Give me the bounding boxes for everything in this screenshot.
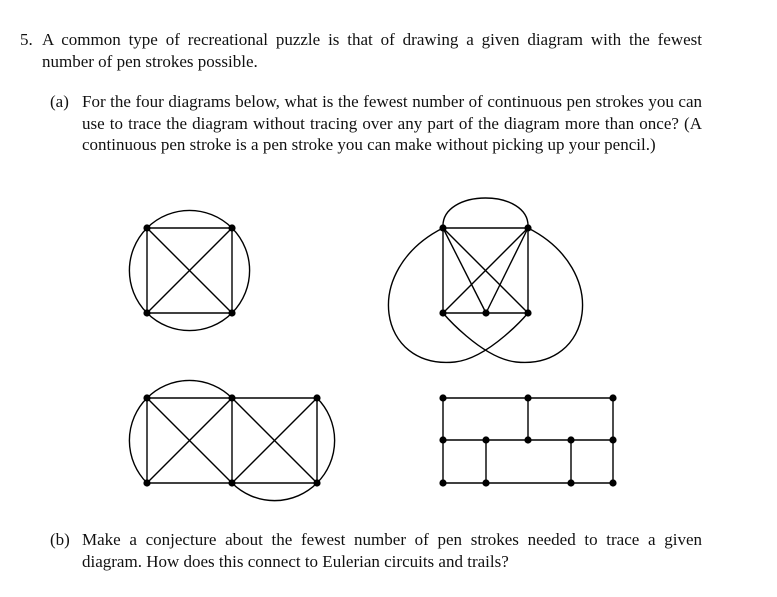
diagram-4-vertex bbox=[609, 479, 616, 486]
diagram-4-vertex bbox=[567, 436, 574, 443]
diagram-4-vertex bbox=[439, 436, 446, 443]
diagram-2-vertex bbox=[439, 309, 446, 316]
diagram-1-vertex bbox=[228, 309, 235, 316]
diagram-3-vertex bbox=[228, 394, 235, 401]
diagram-2-square-with-arcs bbox=[388, 198, 582, 362]
diagram-4-vertex bbox=[567, 479, 574, 486]
diagram-2-edge bbox=[486, 228, 528, 313]
part-a-label: (a) bbox=[50, 92, 69, 111]
diagram-4-vertex bbox=[609, 394, 616, 401]
diagram-4-vertex bbox=[609, 436, 616, 443]
part-b-text: Make a conjecture about the fewest number of pen strokes needed to trace a given diagram. How does this connect to Eulerian circuits and trails? bbox=[82, 530, 702, 571]
diagram-4-grid bbox=[439, 394, 616, 486]
diagram-2-vertex bbox=[439, 224, 446, 231]
diagram-3-vertex bbox=[143, 394, 150, 401]
diagram-1-vertex bbox=[228, 224, 235, 231]
diagram-1-vertex bbox=[143, 309, 150, 316]
part-a-text: For the four diagrams below, what is the fewest number of continuous pen strokes you can use to trace the diagram without tracing over any part of the diagram more than once? (A continuous pen stroke is a pen stroke you can make without picking up your pencil.) bbox=[82, 92, 702, 154]
diagram-3-vertex bbox=[313, 479, 320, 486]
diagram-2-top-arc bbox=[443, 198, 528, 228]
problem-intro: A common type of recreational puzzle is that of drawing a given diagram with the fewest number of pen strokes possible. bbox=[42, 30, 702, 71]
diagram-2-edge bbox=[443, 228, 486, 313]
diagram-3-double-square bbox=[129, 380, 334, 500]
diagram-4-vertex bbox=[482, 479, 489, 486]
diagram-4-vertex bbox=[439, 479, 446, 486]
diagram-1-square-in-circle bbox=[129, 210, 249, 330]
diagram-3-vertex bbox=[313, 394, 320, 401]
diagram-3-vertex bbox=[143, 479, 150, 486]
diagram-2-vertex bbox=[482, 309, 489, 316]
diagram-3-vertex bbox=[228, 479, 235, 486]
diagram-4-vertex bbox=[439, 394, 446, 401]
diagram-4-vertex bbox=[482, 436, 489, 443]
problem-number: 5. bbox=[20, 30, 33, 49]
diagram-1-vertex bbox=[143, 224, 150, 231]
diagram-4-vertex bbox=[524, 436, 531, 443]
part-b-label: (b) bbox=[50, 530, 70, 549]
diagram-4-vertex bbox=[524, 394, 531, 401]
diagram-2-vertex bbox=[524, 224, 531, 231]
diagram-2-vertex bbox=[524, 309, 531, 316]
